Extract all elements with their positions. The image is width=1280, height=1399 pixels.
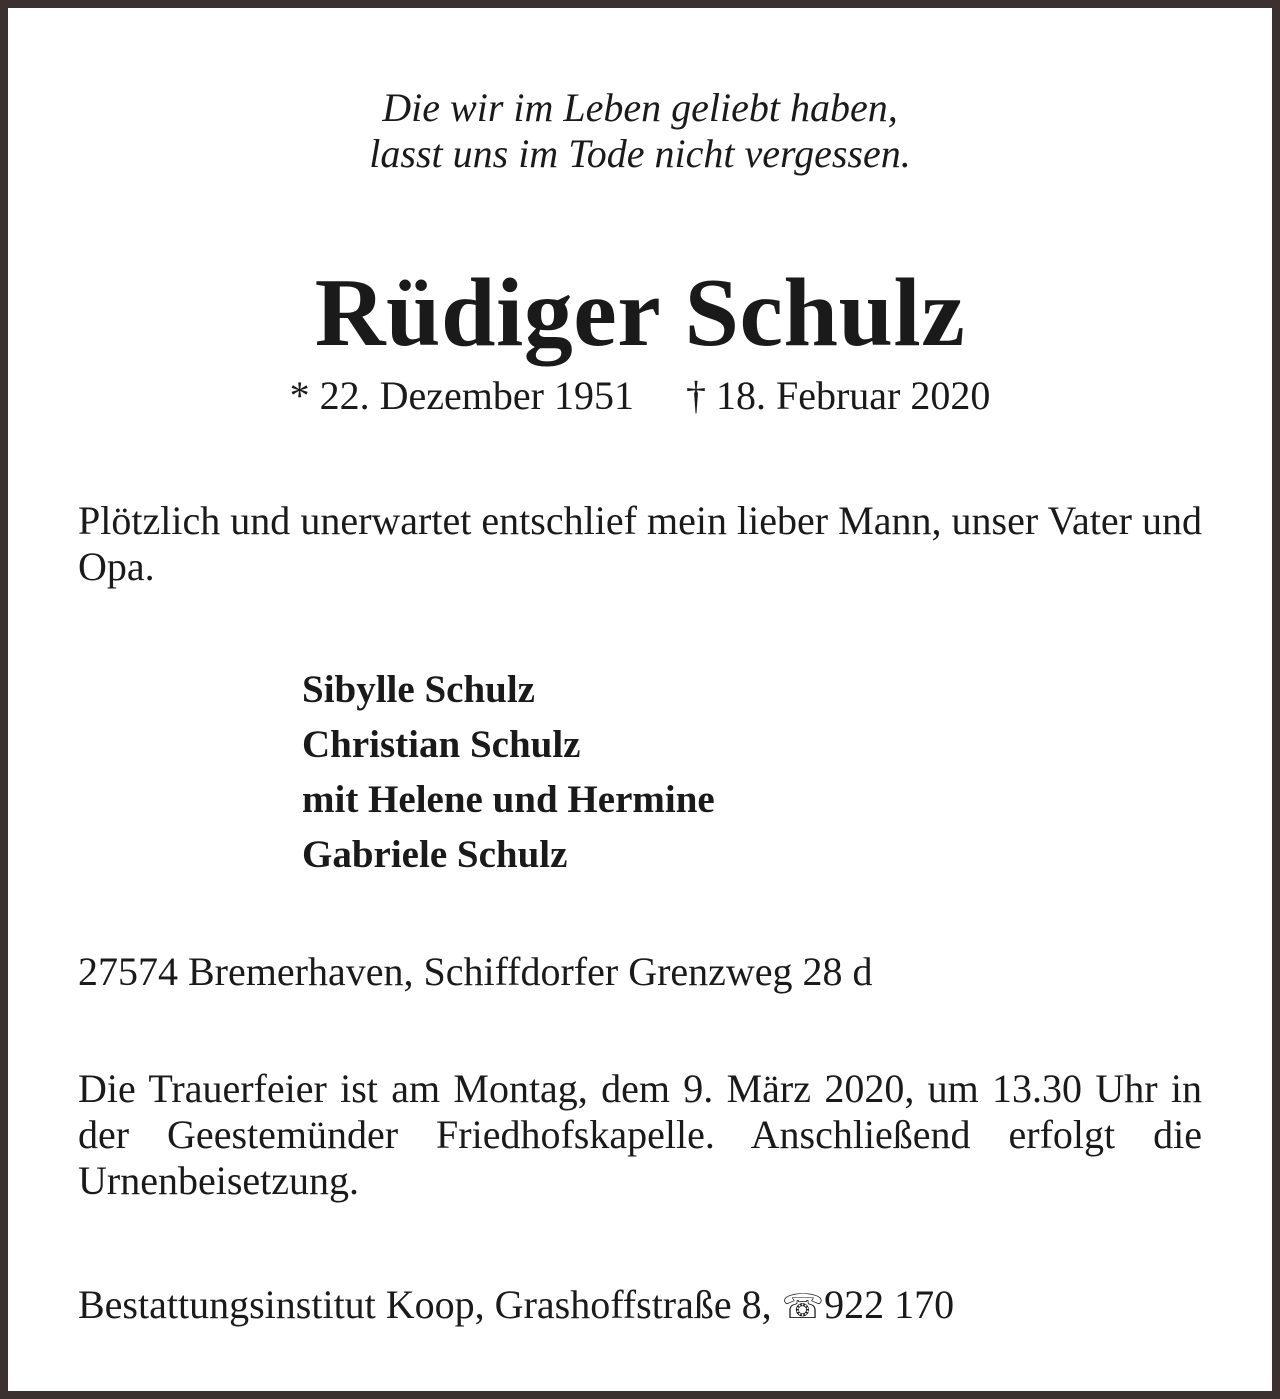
motto-quote — [8, 85, 1272, 177]
ceremony-details: Die Trauerfeier ist am Montag, dem 9. März 2020, um 13.30 Uhr in der Geestemünder Friedhofskapelle. Anschließend erfolgt die Urnenbeisetzung. — [78, 1066, 1202, 1203]
mourner-name: mit Helene und Hermine — [302, 778, 715, 821]
mourner-name: Gabriele Schulz — [302, 833, 568, 876]
motto-line-2: lasst uns im Tode nicht vergessen. — [369, 131, 911, 176]
undertaker-text: Bestattungsinstitut Koop, Grashoffstraße 8, — [78, 1282, 772, 1327]
deceased-name: Rüdiger Schulz — [314, 259, 966, 367]
mourner-name: Sibylle Schulz — [302, 668, 535, 711]
family-address: 27574 Bremerhaven, Schiffdorfer Grenzweg 28 d — [78, 949, 873, 994]
mourners-list — [302, 662, 715, 882]
telephone-icon: ☏ — [781, 1287, 825, 1327]
life-dates — [8, 372, 1272, 420]
intro-text: Plötzlich und unerwartet entschlief mein lieber Mann, unser Vater und Opa. — [78, 498, 1202, 589]
death-date: † 18. Februar 2020 — [685, 373, 991, 418]
birth-date: * 22. Dezember 1951 — [289, 373, 634, 418]
mourner-name: Christian Schulz — [302, 723, 581, 766]
undertaker-info — [78, 1282, 954, 1330]
undertaker-phone: 922 170 — [824, 1282, 955, 1327]
motto-line-1: Die wir im Leben geliebt haben, — [382, 85, 898, 130]
